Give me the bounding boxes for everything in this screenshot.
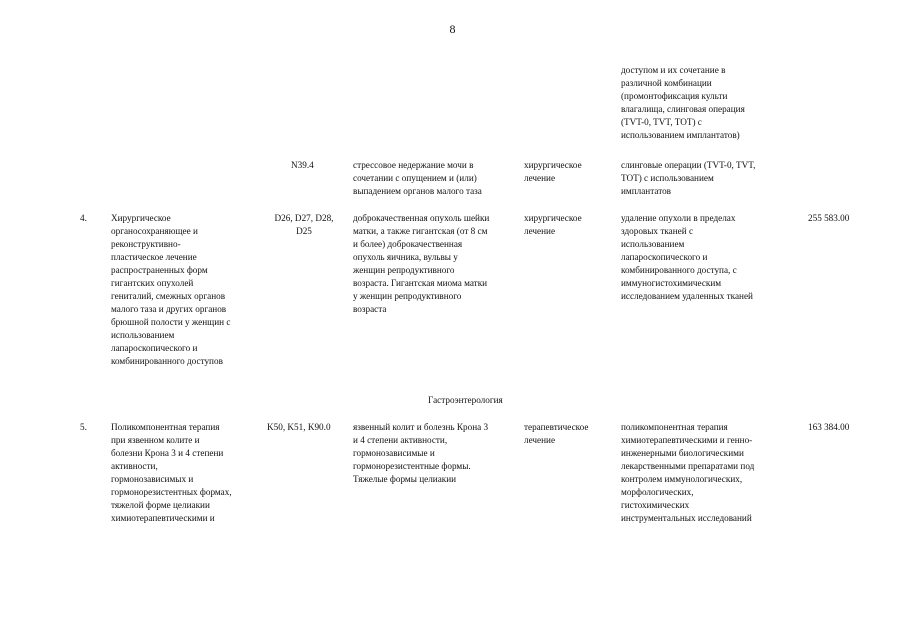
row-n39-model: стрессовое недержание мочи в сочетании с опущением и (или) выпадением органов малого таза xyxy=(353,160,482,196)
row-4-model: доброкачественная опухоль шейки матки, а также гигантская (от 8 см и более) доброкачественная опухоль яичника, вульвы у женщин репродуктивного возраста. Гигантская миома матки у женщин репродуктивного возраста xyxy=(353,213,490,314)
row-4-name: Хирургическое органосохраняющее и реконструктивно- пластическое лечение распространенных форм гигантских опухолей гениталий, смежных органов малого таза и других органов брюшной полости у женщин с использованием лапароскопического и комбинированного доступов xyxy=(111,213,231,366)
section-title: Гастроэнтерология xyxy=(428,395,503,405)
row-n39-method: слинговые операции (TVT-0, TVT, TOT) с использованием имплантатов xyxy=(621,160,756,196)
row-4-treatment: хирургическое лечение xyxy=(524,213,582,236)
page-number: 8 xyxy=(449,22,456,36)
row-5-codes: K50, K51, K90.0 xyxy=(267,422,331,432)
row-4-codes: D26, D27, D28, D25 xyxy=(274,213,334,236)
row-4-method: удаление опухоли в пределах здоровых тканей с использованием лапароскопического и комбинированного доступа, с иммуногистохимическим исследованием удаленных тканей xyxy=(621,213,753,301)
row-5-price: 163 384.00 xyxy=(808,422,850,432)
row-5-treatment: терапевтическое лечение xyxy=(524,422,589,445)
continuation-method: доступом и их сочетание в различной комбинации (промонтофиксация культи влагалища, слинговая операция (TVT-0, TVT, TOT) с использованием имплантатов) xyxy=(621,65,745,140)
row-4-number: 4. xyxy=(80,213,87,223)
row-5-name: Поликомпонентная терапия при язвенном колите и болезни Крона 3 и 4 степени активности, гормонозависимых и гормонорезистентных формах, тяжелой форме целиакии химиотерапевтическими и xyxy=(111,422,232,523)
row-n39-treatment: хирургическое лечение xyxy=(524,160,582,183)
row-4-price: 255 583.00 xyxy=(808,213,850,223)
row-n39-codes: N39.4 xyxy=(291,160,314,170)
row-5-method: поликомпонентная терапия химиотерапевтическими и генно- инженерными биологическими лекарственными препаратами под контролем иммунологических, морфологических, гистохимических инструментальных исследований xyxy=(621,422,755,523)
row-5-number: 5. xyxy=(80,422,87,432)
row-5-model: язвенный колит и болезнь Крона 3 и 4 степени активности, гормонозависимые и гормонорезистентные формы. Тяжелые формы целиакии xyxy=(353,422,489,484)
